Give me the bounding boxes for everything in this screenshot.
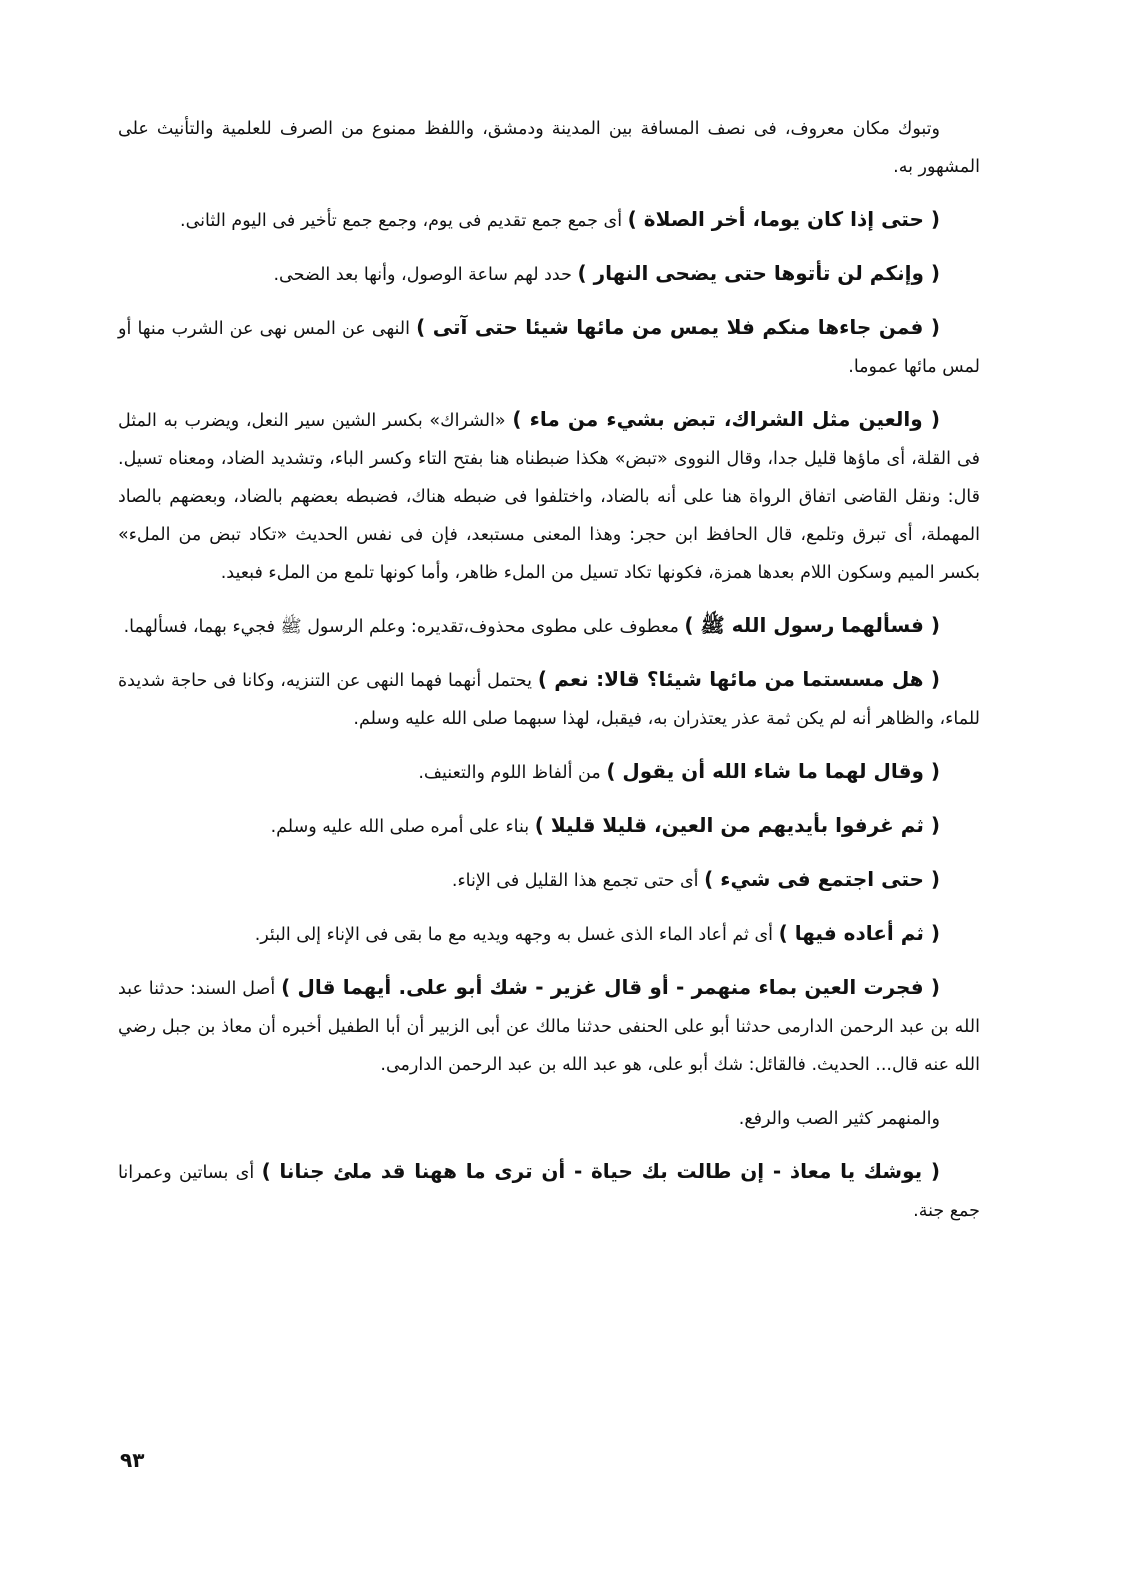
paragraph-4	[118, 308, 980, 386]
paragraph-11	[118, 914, 980, 954]
paragraph-text: أى بساتين وعمرانا جمع جنة.	[118, 1163, 980, 1221]
paragraph-text: من ألفاظ اللوم والتعنيف.	[418, 763, 607, 783]
bold-phrase: ( والعين مثل الشراك، تبض بشيء من ماء )	[512, 407, 940, 431]
document-page	[118, 108, 980, 1244]
bold-phrase: ( وإنكم لن تأتوها حتى يضحى النهار )	[577, 261, 940, 285]
paragraph-8	[118, 752, 980, 792]
paragraph-text: وتبوك مكان معروف، فى نصف المسافة بين المدينة ودمشق، واللفظ ممنوع من الصرف للعلمية والتأنيث على المشهور به.	[118, 119, 980, 177]
paragraph-14	[118, 1152, 980, 1230]
bold-phrase: ( حتى إذا كان يوما، أخر الصلاة )	[627, 207, 940, 231]
bold-phrase: ( وقال لهما ما شاء الله أن يقول )	[606, 759, 940, 783]
paragraph-text: أى جمع جمع تقديم فى يوم، وجمع جمع تأخير فى اليوم الثانى.	[180, 211, 628, 231]
paragraph-5	[118, 400, 980, 592]
paragraph-7	[118, 660, 980, 738]
bold-phrase: ( يوشك يا معاذ - إن طالت بك حياة - أن ترى ما ههنا قد ملئ جنانا )	[261, 1159, 941, 1183]
paragraph-text: أى ثم أعاد الماء الذى غسل به وجهه ويديه مع ما بقى فى الإناء إلى البئر.	[254, 925, 779, 945]
bold-phrase: ( ثم غرفوا بأيديهم من العين، قليلا قليلا )	[534, 813, 940, 837]
paragraph-text: يحتمل أنهما فهما النهى عن التنزيه، وكانا فى حاجة شديدة للماء، والظاهر أنه لم يكن ثمة عذر يعتذران به، فيقبل، لهذا سبهما صلى الله عليه وسلم.	[118, 671, 980, 729]
bold-phrase: ( حتى اجتمع فى شيء )	[704, 867, 940, 891]
paragraph-text: أى حتى تجمع هذا القليل فى الإناء.	[451, 871, 705, 891]
paragraph-text: حدد لهم ساعة الوصول، وأنها بعد الضحى.	[273, 265, 578, 285]
paragraph-10	[118, 860, 980, 900]
paragraph-text: النهى عن المس نهى عن الشرب منها أو لمس مائها عموما.	[118, 319, 980, 377]
paragraph-2	[118, 200, 980, 240]
bold-phrase: ( فجرت العين بماء منهمر - أو قال غزير - شك أبو على. أيهما قال )	[281, 975, 940, 999]
bold-phrase: ( فمن جاءها منكم فلا يمس من مائها شيئا حتى آتى )	[416, 315, 940, 339]
paragraph-text: بناء على أمره صلى الله عليه وسلم.	[270, 817, 535, 837]
paragraph-text: معطوف على مطوى محذوف،تقديره: وعلم الرسول ﷺ فجيء بهما، فسألهما.	[123, 617, 685, 637]
bold-phrase: ( ثم أعاده فيها )	[778, 921, 940, 945]
bold-phrase: ( هل مسستما من مائها شيئا؟ قالا: نعم )	[537, 667, 940, 691]
paragraph-3	[118, 254, 980, 294]
paragraph-6	[118, 606, 980, 646]
paragraph-12	[118, 968, 980, 1084]
page-number: ٩٣	[120, 1448, 145, 1472]
paragraph-9	[118, 806, 980, 846]
paragraph-text: أصل السند: حدثنا عبد الله بن عبد الرحمن الدارمى حدثنا أبو على الحنفى حدثنا مالك عن أبى الزبير أن أبا الطفيل أخبره أن معاذ بن جبل رضي الله عنه قال... الحديث. فالقائل: شك أبو على، هو عبد الله بن عبد الرحمن الدارمى.	[118, 979, 980, 1075]
paragraph-13	[118, 1098, 980, 1138]
paragraph-1	[118, 108, 980, 186]
bold-phrase: ( فسألهما رسول الله ﷺ )	[684, 613, 940, 637]
paragraph-text: والمنهمر كثير الصب والرفع.	[738, 1109, 940, 1129]
paragraph-text: «الشراك» بكسر الشين سير النعل، ويضرب به المثل فى القلة، أى ماؤها قليل جدا، وقال النووى «تبض» هكذا ضبطناه هنا بفتح التاء وكسر الباء، وتشديد الضاد، ومعناه تسيل. قال: ونقل القاضى اتفاق الرواة هنا على أنه بالضاد، واختلفوا فى ضبطه هناك، فضبطه بعضهم بالضاد، وبعضهم بالصاد المهملة، أى تبرق وتلمع، قال الحافظ ابن حجر: وهذا المعنى مستبعد، فإن فى نفس الحديث «تكاد تبض من الملء» بكسر الميم وسكون اللام بعدها همزة، فكونها تكاد تسيل من الملء ظاهر، وأما كونها تلمع من الملء فبعيد.	[118, 411, 980, 583]
